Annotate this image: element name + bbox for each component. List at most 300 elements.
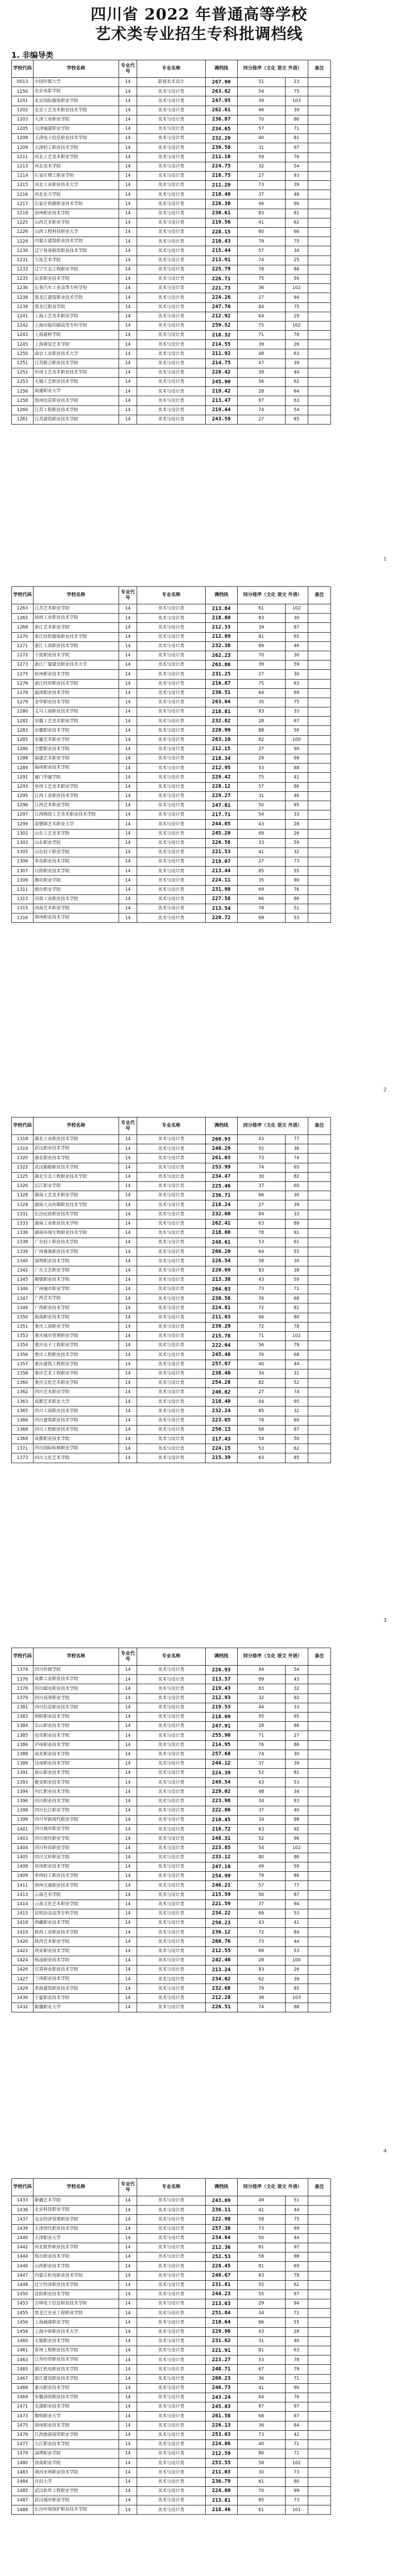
school-code-cell: 1239: [12, 302, 34, 312]
remark-cell: [308, 1219, 330, 1228]
tiebreak-chinese-cell: 90: [285, 199, 308, 209]
cutoff-score-cell: 233.12: [205, 1853, 237, 1862]
tiebreak-chinese-cell: 34: [285, 246, 308, 256]
school-code-cell: 1320: [12, 1154, 34, 1163]
major-name-cell: 美术与设计类: [137, 707, 206, 717]
school-name-cell: 安徽职业技术学院: [34, 726, 119, 735]
major-name-cell: 美术与设计类: [137, 2215, 206, 2224]
cutoff-score-cell: 218.80: [205, 614, 237, 623]
table-row: [12, 2309, 331, 2318]
school-name-cell: 四川科技职业学院: [34, 1843, 119, 1853]
major-code-cell: 14: [119, 1693, 137, 1703]
tiebreak-chinese-cell: 74: [285, 1388, 308, 1397]
cutoff-score-cell: 232.68: [205, 1984, 237, 1993]
school-code-cell: 1487: [12, 2496, 34, 2505]
tiebreak-culture-cell: 79: [237, 237, 285, 246]
tiebreak-chinese-cell: 82: [285, 1172, 308, 1181]
school-code-cell: 1467: [12, 2374, 34, 2383]
school-name-cell: 四川艺术职业学院: [34, 1388, 119, 1397]
tiebreak-culture-cell: 81: [237, 632, 285, 641]
school-code-cell: 1393: [12, 1778, 34, 1787]
major-name-cell: 美术与设计类: [137, 106, 206, 115]
major-name-cell: 美术与设计类: [137, 698, 206, 707]
tiebreak-culture-cell: 53: [237, 764, 285, 773]
school-name-cell: 湖北生态工程职业技术学院: [34, 1172, 119, 1181]
cutoff-score-cell: 213.24: [205, 1965, 237, 1975]
tiebreak-chinese-cell: 55: [285, 2318, 308, 2327]
school-name-cell: 辽宁经济职业技术学院: [34, 2280, 119, 2290]
remark-cell: [308, 1862, 330, 1871]
remark-cell: [308, 2280, 330, 2290]
table-row: [12, 152, 331, 162]
tiebreak-culture-cell: 52: [237, 1834, 285, 1843]
tiebreak-chinese-cell: 95: [285, 801, 308, 810]
cutoff-score-cell: 226.71: [205, 274, 237, 283]
table-row: [12, 1275, 331, 1284]
school-name-cell: 沧州职业技术学院: [34, 209, 119, 218]
table-row: [12, 857, 331, 867]
cutoff-score-cell: 226.13: [205, 2421, 237, 2430]
school-code-cell: 1331: [12, 1210, 34, 1219]
major-name-cell: 美术与设计类: [137, 1712, 206, 1721]
remark-cell: [308, 1228, 330, 1238]
tiebreak-chinese-cell: 59: [285, 1275, 308, 1284]
major-name-cell: 美术与设计类: [137, 2496, 206, 2505]
school-code-cell: 1463: [12, 2355, 34, 2365]
table-row: [12, 829, 331, 838]
major-name-cell: 美术与设计类: [137, 1825, 206, 1834]
major-code-cell: 14: [119, 2383, 137, 2393]
school-code-cell: 1279: [12, 698, 34, 707]
major-code-cell: 14: [119, 623, 137, 632]
tiebreak-chinese-cell: 29: [285, 312, 308, 321]
cutoff-score-cell: 226.54: [205, 1257, 237, 1266]
cutoff-score-cell: 219.53: [205, 1703, 237, 1712]
major-code-cell: 14: [119, 1946, 137, 1956]
table-row: [12, 368, 331, 377]
table-row: [12, 1984, 331, 1993]
tiebreak-chinese-cell: 78: [285, 1322, 308, 1331]
tiebreak-chinese-cell: 80: [285, 2477, 308, 2486]
cutoff-score-cell: 260.23: [205, 2374, 237, 2383]
major-name-cell: 美术与设计类: [137, 1435, 206, 1444]
table-row: [12, 913, 331, 923]
page-number: 3: [383, 1618, 387, 1623]
table-row: [12, 2393, 331, 2402]
section-label: 1. 非编导类: [11, 50, 54, 60]
school-name-cell: 广西职业技术学院: [34, 1303, 119, 1313]
remark-cell: [308, 246, 330, 256]
school-name-cell: 义乌工商职业技术学院: [34, 707, 119, 717]
school-code-cell: 1354: [12, 1341, 34, 1350]
school-code-cell: 1432: [12, 2003, 34, 2012]
table-row: [12, 670, 331, 679]
remark-cell: [308, 218, 330, 227]
major-code-cell: 14: [119, 1722, 137, 1731]
school-name-cell: 昆明冶金高等专科学校: [34, 1909, 119, 1918]
school-name-cell: 四川文化艺术学院: [34, 1453, 119, 1463]
table-row: [12, 2196, 331, 2206]
school-code-cell: 1263: [12, 604, 34, 614]
major-code-cell: 14: [119, 2355, 137, 2365]
school-name-cell: 江苏联合职业技术学院: [34, 359, 119, 368]
tiebreak-culture-cell: 43: [237, 1919, 285, 1928]
tiebreak-chinese-cell: 89: [285, 1219, 308, 1228]
tiebreak-chinese-cell: 56: [285, 274, 308, 283]
cutoff-score-cell: 263.64: [205, 698, 237, 707]
cutoff-score-cell: 218.69: [205, 1712, 237, 1721]
tiebreak-culture-cell: 72: [237, 1928, 285, 1937]
tiebreak-chinese-cell: 97: [285, 2243, 308, 2252]
remark-cell: [308, 2486, 330, 2496]
school-name-cell: 广州城市职业学院: [34, 1285, 119, 1294]
remark-cell: [308, 2299, 330, 2309]
table-row: [12, 1750, 331, 1759]
school-name-cell: 内蒙古建筑职业技术学院: [34, 237, 119, 246]
school-code-cell: 1471: [12, 2402, 34, 2412]
cutoff-score-cell: 236.71: [205, 1191, 237, 1200]
tiebreak-chinese-cell: 76: [285, 885, 308, 894]
school-name-cell: 沈阳职业技术学院: [34, 2290, 119, 2299]
tiebreak-culture-cell: 39: [237, 368, 285, 377]
school-name-cell: 福州职业技术学院: [34, 764, 119, 773]
major-code-cell: 14: [119, 387, 137, 396]
tiebreak-chinese-cell: 87: [285, 1425, 308, 1434]
school-name-cell: 黑龙江职业学院: [34, 302, 119, 312]
major-code-cell: 14: [119, 405, 137, 415]
major-code-cell: 14: [119, 1191, 137, 1200]
remark-cell: [308, 1712, 330, 1721]
tiebreak-culture-cell: 62: [237, 1975, 285, 1984]
remark-cell: [308, 2327, 330, 2336]
column-header: 学校代码: [12, 1648, 34, 1666]
tiebreak-culture-cell: 41: [237, 2206, 285, 2215]
major-code-cell: 14: [119, 293, 137, 302]
table-row: [12, 867, 331, 876]
major-name-cell: 美术与设计类: [137, 415, 206, 424]
tiebreak-chinese-cell: 80: [285, 1313, 308, 1322]
cutoff-score-cell: 210.64: [205, 2318, 237, 2327]
table-row: [12, 209, 331, 218]
cutoff-score-cell: 228.12: [205, 782, 237, 791]
remark-cell: [308, 614, 330, 623]
cutoff-score-cell: 221.91: [205, 2346, 237, 2355]
major-code-cell: 14: [119, 1425, 137, 1434]
major-code-cell: 14: [119, 2196, 137, 2206]
major-code-cell: 14: [119, 2459, 137, 2468]
table-row: [12, 726, 331, 735]
tiebreak-chinese-cell: 62: [285, 2280, 308, 2290]
cutoff-score-cell: 253.99: [205, 1163, 237, 1172]
cutoff-score-cell: 223.27: [205, 2355, 237, 2365]
school-code-cell: 1329: [12, 1200, 34, 1210]
remark-cell: [308, 1453, 330, 1463]
tiebreak-culture-cell: 74: [237, 2003, 285, 2012]
cutoff-score-cell: 225.46: [205, 1181, 237, 1191]
remark-cell: [308, 171, 330, 180]
major-code-cell: 14: [119, 1750, 137, 1759]
table-row: [12, 1266, 331, 1275]
remark-cell: [308, 1416, 330, 1425]
major-code-cell: 14: [119, 707, 137, 717]
tiebreak-culture-cell: 73: [237, 2430, 285, 2439]
school-code-cell: 1365: [12, 1406, 34, 1416]
tiebreak-culture-cell: 37: [237, 1806, 285, 1815]
school-name-cell: 上海城建职业学院: [34, 2318, 119, 2327]
school-name-cell: 云南艺术学院: [34, 1890, 119, 1900]
cutoff-score-cell: 236.79: [205, 2477, 237, 2486]
cutoff-score-cell: 217.71: [205, 810, 237, 820]
cutoff-score-cell: 229.42: [205, 773, 237, 782]
remark-cell: [308, 1722, 330, 1731]
tiebreak-culture-cell: 32: [237, 162, 285, 171]
column-header: 学校代码: [12, 60, 34, 78]
cutoff-score-cell: 218.75: [205, 171, 237, 180]
cutoff-score-cell: 232.38: [205, 641, 237, 651]
remark-cell: [308, 791, 330, 801]
major-name-cell: 美术与设计类: [137, 1444, 206, 1453]
tiebreak-culture-cell: 44: [237, 1703, 285, 1712]
major-code-cell: 14: [119, 1853, 137, 1862]
table-row: [12, 396, 331, 405]
table-row: [12, 1722, 331, 1731]
school-code-cell: 1256: [12, 387, 34, 396]
major-code-cell: 14: [119, 209, 137, 218]
tiebreak-chinese-cell: 90: [285, 876, 308, 885]
tiebreak-chinese-cell: 97: [285, 2290, 308, 2299]
remark-cell: [308, 1303, 330, 1313]
major-code-cell: 14: [119, 2215, 137, 2224]
tiebreak-chinese-cell: 58: [285, 1862, 308, 1871]
table-row: [12, 2336, 331, 2346]
table-row: [12, 1862, 331, 1871]
table-row: [12, 218, 331, 227]
cutoff-score-cell: 240.29: [205, 1144, 237, 1154]
school-name-cell: 南京工业职业技术大学: [34, 349, 119, 359]
major-name-cell: 美术与设计类: [137, 1322, 206, 1331]
major-name-cell: 美术与设计类: [137, 1778, 206, 1787]
school-name-cell: 扬州工业职业技术学院: [34, 614, 119, 623]
table-row: [12, 415, 331, 424]
remark-cell: [308, 2224, 330, 2233]
cutoff-score-cell: 212.33: [205, 623, 237, 632]
school-name-cell: 绵阳职业技术学院: [34, 1712, 119, 1721]
remark-cell: [308, 96, 330, 106]
table-row: [12, 274, 331, 283]
major-code-cell: 14: [119, 1834, 137, 1843]
school-code-cell: 1368: [12, 1425, 34, 1434]
tiebreak-culture-cell: 34: [237, 2309, 285, 2318]
school-code-cell: 1479: [12, 2449, 34, 2459]
tiebreak-culture-cell: 27: [237, 415, 285, 424]
tiebreak-culture-cell: 58: [237, 1257, 285, 1266]
major-name-cell: 美术与设计类: [137, 764, 206, 773]
major-code-cell: 14: [119, 1666, 137, 1675]
school-code-cell: 1381: [12, 1703, 34, 1712]
tiebreak-chinese-cell: 39: [285, 181, 308, 190]
remark-cell: [308, 876, 330, 885]
major-name-cell: 美术与设计类: [137, 1350, 206, 1360]
cutoff-score-cell: 262.41: [205, 1219, 237, 1228]
cutoff-score-cell: 257.68: [205, 1750, 237, 1759]
table-row: [12, 1778, 331, 1787]
school-code-cell: 1286: [12, 744, 34, 754]
table-row: [12, 764, 331, 773]
school-name-cell: 金华职业技术学院: [34, 698, 119, 707]
remark-cell: [308, 2439, 330, 2449]
table-row: [12, 1909, 331, 1918]
major-name-cell: 美术与设计类: [137, 1360, 206, 1369]
major-name-cell: 美术与设计类: [137, 2327, 206, 2336]
remark-cell: [308, 331, 330, 340]
remark-cell: [308, 1881, 330, 1890]
major-name-cell: 美术与设计类: [137, 2003, 206, 2012]
school-code-cell: 1358: [12, 1369, 34, 1378]
school-code-cell: 1285: [12, 735, 34, 744]
tiebreak-culture-cell: 83: [237, 2271, 285, 2280]
major-name-cell: 美术与设计类: [137, 1919, 206, 1928]
cutoff-score-cell: 212.95: [205, 764, 237, 773]
major-code-cell: 14: [119, 2309, 137, 2318]
table-row: [12, 641, 331, 651]
cutoff-score-cell: 218.80: [205, 1228, 237, 1238]
table-row: [12, 2449, 331, 2459]
table-row: [12, 1303, 331, 1313]
school-name-cell: 上海工艺美术职业学院: [34, 312, 119, 321]
school-name-cell: 四川长江职业学院: [34, 1806, 119, 1815]
cutoff-score-cell: 218.46: [205, 2505, 237, 2515]
major-name-cell: 美术与设计类: [137, 218, 206, 227]
major-name-cell: 美术与设计类: [137, 2477, 206, 2486]
column-header: 专业名称: [137, 60, 206, 78]
column-header: 专业代号: [119, 2179, 137, 2196]
tiebreak-chinese-cell: 62: [285, 218, 308, 227]
school-code-cell: 1373: [12, 1453, 34, 1463]
cutoff-score-cell: 213.57: [205, 1675, 237, 1684]
remark-cell: [308, 190, 330, 199]
major-name-cell: 美术与设计类: [137, 181, 206, 190]
remark-cell: [308, 349, 330, 359]
remark-cell: [308, 641, 330, 651]
major-name-cell: 美术与设计类: [137, 773, 206, 782]
remark-cell: [308, 1275, 330, 1284]
table-row: [12, 293, 331, 302]
tiebreak-chinese-cell: 102: [285, 604, 308, 614]
major-code-cell: 14: [119, 237, 137, 246]
cutoff-score-cell: 213.84: [205, 604, 237, 614]
table-header: [12, 1648, 331, 1666]
tiebreak-culture-cell: 69: [237, 885, 285, 894]
cutoff-score-cell: 210.40: [205, 190, 237, 199]
school-code-cell: 1280: [12, 707, 34, 717]
tiebreak-chinese-cell: 71: [285, 1285, 308, 1294]
remark-cell: [308, 1313, 330, 1322]
major-name-cell: 美术与设计类: [137, 1294, 206, 1303]
remark-cell: [308, 1350, 330, 1360]
tiebreak-culture-cell: 51: [237, 78, 285, 87]
major-name-cell: 美术与设计类: [137, 632, 206, 641]
school-name-cell: 黄河水利职业技术学院: [34, 2468, 119, 2477]
cutoff-score-cell: 228.15: [205, 228, 237, 237]
cutoff-score-cell: 234.65: [205, 124, 237, 133]
school-code-cell: 1437: [12, 2215, 34, 2224]
major-code-cell: 14: [119, 2412, 137, 2421]
cutoff-score-cell: 260.76: [205, 1937, 237, 1946]
school-name-cell: 济南职业学院: [34, 2459, 119, 2468]
remark-cell: [308, 2271, 330, 2280]
title-line: 四川省 2022 年普通高等学校: [90, 6, 308, 24]
school-name-cell: 重庆工程职业技术学院: [34, 1350, 119, 1360]
school-name-cell: 淄博职业学院: [34, 2449, 119, 2459]
school-name-cell: 天津城建职业学院: [34, 124, 119, 133]
tiebreak-culture-cell: 61: [237, 604, 285, 614]
major-name-cell: 美术与设计类: [137, 1740, 206, 1750]
school-name-cell: 烟台职业学院: [34, 885, 119, 894]
cutoff-score-cell: 244.23: [205, 2290, 237, 2299]
table-row: [12, 378, 331, 387]
remark-cell: [308, 1163, 330, 1172]
table-row: [12, 2355, 331, 2365]
major-name-cell: 美术与设计类: [137, 302, 206, 312]
major-code-cell: 14: [119, 1154, 137, 1163]
cutoff-score-cell: 234.02: [205, 1975, 237, 1984]
tiebreak-chinese-cell: 64: [285, 387, 308, 396]
cutoff-score-cell: 238.40: [205, 1369, 237, 1378]
remark-cell: [308, 2003, 330, 2012]
major-code-cell: 14: [119, 1900, 137, 1909]
school-name-cell: 四川工程职业技术学院: [34, 1425, 119, 1434]
tiebreak-chinese-cell: 62: [285, 378, 308, 387]
tiebreak-culture-cell: 39: [237, 660, 285, 670]
major-name-cell: 美术与设计类: [137, 96, 206, 106]
cutoff-score-cell: 213.91: [205, 256, 237, 265]
table-row: [12, 2412, 331, 2421]
remark-cell: [308, 1425, 330, 1434]
tiebreak-culture-cell: 89: [237, 641, 285, 651]
table-row: [12, 1759, 331, 1768]
remark-cell: [308, 1816, 330, 1825]
major-name-cell: 美术与设计类: [137, 1416, 206, 1425]
tiebreak-chinese-cell: 30: [285, 1750, 308, 1759]
school-code-cell: 1469: [12, 2393, 34, 2402]
school-code-cell: 1476: [12, 2430, 34, 2439]
tiebreak-culture-cell: 55: [237, 2280, 285, 2290]
school-code-cell: 1261: [12, 415, 34, 424]
tiebreak-chinese-cell: 91: [285, 1228, 308, 1238]
tiebreak-culture-cell: 53: [237, 1238, 285, 1247]
tiebreak-chinese-cell: 102: [285, 321, 308, 330]
major-code-cell: 14: [119, 1369, 137, 1378]
remark-cell: [308, 415, 330, 424]
tiebreak-culture-cell: 73: [237, 1285, 285, 1294]
major-name-cell: 美术与设计类: [137, 1750, 206, 1759]
tiebreak-culture-cell: 54: [237, 1435, 285, 1444]
table-row: [12, 1769, 331, 1778]
remark-cell: [308, 885, 330, 894]
school-code-cell: 1235: [12, 274, 34, 283]
school-code-cell: 1351: [12, 1322, 34, 1331]
tiebreak-chinese-cell: 32: [285, 1406, 308, 1416]
table-row: [12, 1946, 331, 1956]
school-code-cell: 1424: [12, 1956, 34, 1965]
major-name-cell: 美术与设计类: [137, 1388, 206, 1397]
tiebreak-culture-cell: 37: [237, 1759, 285, 1768]
major-code-cell: 14: [119, 1909, 137, 1918]
tiebreak-chinese-cell: 83: [285, 1797, 308, 1806]
major-name-cell: 美术与设计类: [137, 349, 206, 359]
major-name-cell: 美术与设计类: [137, 2449, 206, 2459]
tiebreak-chinese-cell: 68: [285, 1294, 308, 1303]
